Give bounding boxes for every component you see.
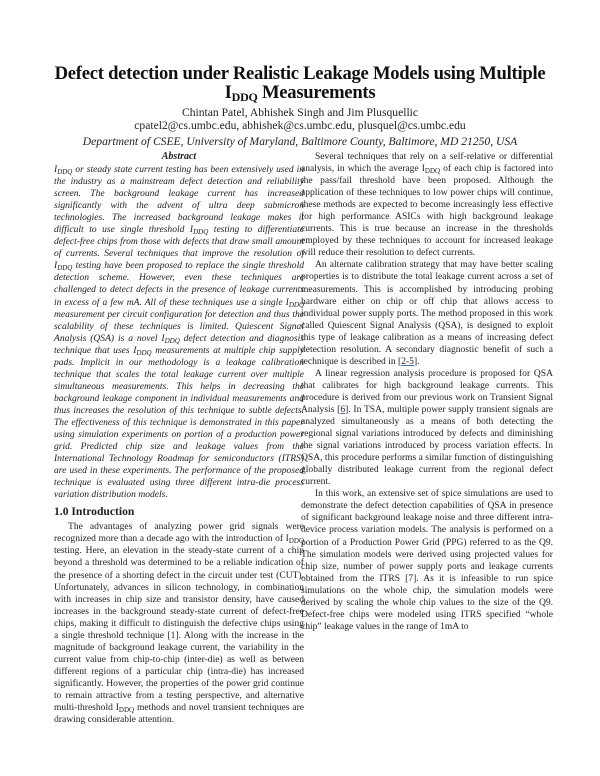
text: measurements at multiple chip supply pads. Implicit in our methodology is a leakage calibration technique that scales the total leakage current over multiple simultaneous measurements. This helps in decreasing the background leakage component in individual measurements and thus increases the resolution of this technique to subtle defects. The effectiveness of this technique is demonstrated in this paper using simulation experiments on portion of a production power grid. Predicted chip size and leakage values from the International Technology Roadmap for semiconductors (ITRS) are used in these experiments. The performance of the proposed technique is evaluated using three different intra-die process variation distribution models. — [54, 344, 304, 501]
title-line-2 — [30, 83, 570, 102]
subscript: DDQ — [424, 167, 441, 176]
subscript: DDQ — [288, 300, 304, 309]
text: methods and novel transient techniques are drawing considerable attention. — [54, 702, 304, 726]
subscript: DDQ — [288, 537, 304, 546]
intro-paragraph-4 — [301, 368, 553, 488]
left-column — [54, 151, 304, 726]
text: The advantages of analyzing power grid signals were recognized more than a decade ago with the introduction of I — [54, 521, 304, 545]
title-line-1: Defect detection under Realistic Leakage Models using Multiple — [54, 63, 546, 84]
title-iddq-subscript: DDQ — [231, 90, 258, 104]
right-column — [301, 151, 553, 633]
author-emails: cpatel2@cs.umbc.edu, abhishek@cs.umbc.edu, plusquel@cs.umbc.edu — [134, 119, 466, 132]
subscript: DDQ — [57, 168, 73, 176]
subscript: DDQ — [164, 336, 180, 345]
intro-paragraph-1 — [54, 521, 304, 726]
text: testing to differentiate defect-free chips from those with defects that draw small amount of currents. Several techniques that improve the resolution of I — [54, 224, 305, 272]
text: An alternate calibration strategy that may have better scaling properties is to distribute the total leakage current across a set of measurements. This is accomplished by introducing probing hardware either on chip or off chip that allows access to individual power supply ports. The method proposed in this work called Quiescent Signal Analysis (QSA), is designed to exploit this type of leakage calibration as a means of increasing defect detection resolution. A secondary diagnostic benefit of such a technique is described in [ — [301, 259, 553, 367]
text: A linear regression analysis procedure is proposed for QSA that calibrates for high background leakage currents. This procedure is derived from our previous work on Transient Signal Analysis [ — [301, 367, 553, 415]
author-list: Chintan Patel, Abhishek Singh and Jim Plusquellic — [181, 106, 419, 119]
section-heading-introduction: 1.0 Introduction — [54, 505, 135, 519]
subscript: DDQ — [118, 706, 135, 715]
text: defect detection and diagnosis technique that uses I — [54, 332, 305, 356]
intro-paragraph-5: In this work, an extensive set of spice simulations are used to demonstrate the defect detection capabilities of QSA in presence of significant background leakage noise and three different intra-device process variation models. The analysis is performed on a portion of a Production Power Grid (PPG) referred to as the Q9. The simulation models were derived using projected values for chip size, number of power supply ports and leakage currents obtained from the ITRS [7]. As it is infeasible to run spice simulations on the whole chip, the simulation models were derived by scaling the whole chip values to the size of the Q9. Defect-free chips were modeled using ITRS specified “whole chip” leakage values in the range of 1mA to — [301, 488, 553, 632]
abstract-body — [54, 164, 304, 501]
text: ]. In TSA, multiple power supply transient signals are analyzed simultaneously as a means of both detecting the regional signal variations introduced by defects and diminishing the signal variations introduced by process variation effects. In QSA, this procedure performs a similar function of distinguishing globally distributed leakage current from the regional defect current. — [301, 403, 553, 488]
intro-paragraph-2 — [301, 151, 553, 259]
affiliation: Department of CSEE, University of Maryland, Baltimore County, Baltimore, MD 21250, USA — [82, 135, 518, 148]
citation-link-6[interactable]: 6 — [340, 403, 346, 415]
subscript: DDQ — [193, 228, 209, 237]
text: Several techniques that rely on a self-relative or differential analysis, in which the average I — [301, 151, 553, 175]
title-line-2-rest: Measurements — [257, 82, 376, 103]
title-iddq-main: I — [224, 82, 232, 103]
paper-title — [30, 64, 570, 102]
citation-link-2-5[interactable]: 2-5 — [401, 355, 414, 367]
subscript: DDQ — [136, 348, 152, 357]
text: ]. — [413, 355, 420, 367]
text: testing have been proposed to replace the single threshold detection scheme. However, even these techniques are challenged to detect defects in the presence of leakage currents in excess of a few mA. All of these techniques use a single I — [54, 260, 304, 308]
subscript: DDQ — [57, 264, 73, 273]
text: or steady state current testing has been extensively used in the industry as a mainstream defect detection and reliability screen. The background leakage current has increased significantly with the advent of ultra deep submicron technologies. The increased background leakage makes it difficult to use single threshold I — [54, 164, 304, 236]
text: I — [54, 164, 58, 175]
text: testing. Here, an elevation in the steady-state current of a chip beyond a threshold was determined to be a reliable indication of the presence of a shorting defect in the circuit under test (CUT). Unfortunately, advances in silicon technology, in combination with increases in chip size and transistor density, have caused increases in the background steady-state current of defect-free chips, making it difficult to distinguish the defective chips using a single threshold technique [1]. Along with the increase in the magnitude of background leakage current, the variability in the current value from chip-to-chip (inter-die) as well as between different regions of a particular chip (intra-die) has increased significantly. However, the properties of the power grid continue to remain attractive from a testing perspective, and alternative multi-threshold I — [54, 545, 304, 714]
abstract-heading: Abstract — [161, 151, 197, 162]
text: measurement per circuit configuration for detection and thus the scalability of these techniques is limited. Quiescent Signal Analysis (QSA) is a novel I — [54, 308, 304, 344]
intro-paragraph-3 — [301, 259, 553, 367]
text: of each chip is factored into the pass/fail threshold have been proposed. Although the application of these techniques to low power chips will continue, these methods are expected to become increasingly less effective for high performance ASICs with high background leakage currents. This is true because an increase in the thresholds employed by these techniques to account for increased leakage will reduce their resolution to defect currents. — [301, 163, 553, 259]
